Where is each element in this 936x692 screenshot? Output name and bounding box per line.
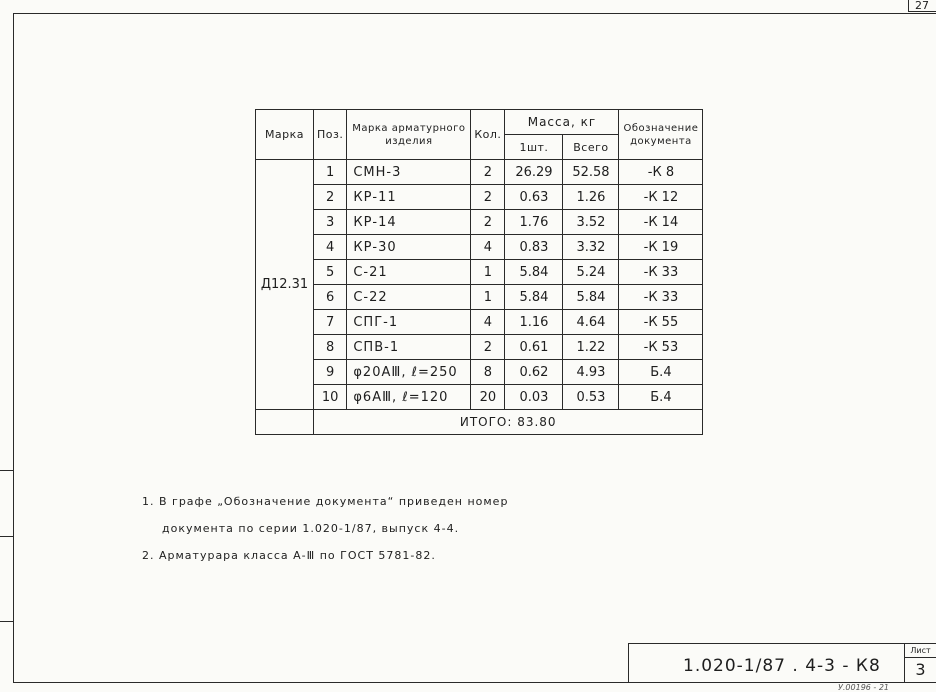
cell-pos: 6 <box>314 285 347 310</box>
table-row <box>256 335 703 360</box>
cell-doc: -К 12 <box>619 185 703 210</box>
cell-qty: 4 <box>471 235 505 260</box>
cell-qty: 8 <box>471 360 505 385</box>
note-1: 1. В графе „Обозначение документа“ приведен номер <box>142 495 509 508</box>
total-blank-cell <box>256 410 314 435</box>
cell-name: С-22 <box>347 285 471 310</box>
table-row <box>256 210 703 235</box>
note-2: 2. Арматурара класса А-Ⅲ по ГОСТ 5781-82. <box>142 549 436 562</box>
cell-doc: -К 19 <box>619 235 703 260</box>
cell-unit-mass: 26.29 <box>505 160 563 185</box>
cell-qty: 1 <box>471 285 505 310</box>
cell-unit-mass: 0.63 <box>505 185 563 210</box>
cell-doc: Б.4 <box>619 360 703 385</box>
cell-name: φ6АⅢ, ℓ=120 <box>347 385 471 410</box>
cell-pos: 9 <box>314 360 347 385</box>
notes <box>142 488 508 569</box>
binding-mark <box>0 470 13 471</box>
cell-pos: 8 <box>314 335 347 360</box>
header-position: Поз. <box>314 110 347 160</box>
cell-unit-mass: 0.61 <box>505 335 563 360</box>
archive-number: У.00196 - 21 <box>838 683 890 692</box>
header-row <box>256 110 703 135</box>
cell-doc: -К 55 <box>619 310 703 335</box>
cell-unit-mass: 0.03 <box>505 385 563 410</box>
table-row <box>256 360 703 385</box>
cell-pos: 4 <box>314 235 347 260</box>
header-product-mark: Марка арматурного изделия <box>347 110 471 160</box>
table-row <box>256 235 703 260</box>
cell-pos: 10 <box>314 385 347 410</box>
cell-total-mass: 5.84 <box>563 285 619 310</box>
sheet-number: 3 <box>915 660 926 679</box>
cell-name: С-21 <box>347 260 471 285</box>
cell-unit-mass: 5.84 <box>505 285 563 310</box>
cell-total-mass: 0.53 <box>563 385 619 410</box>
table-row <box>256 310 703 335</box>
table-row <box>256 260 703 285</box>
cell-total-mass: 3.52 <box>563 210 619 235</box>
cell-unit-mass: 0.83 <box>505 235 563 260</box>
total-label: ИТОГО: 83.80 <box>314 410 703 435</box>
header-document: Обозначение документа <box>619 110 703 160</box>
cell-doc: -К 33 <box>619 260 703 285</box>
cell-unit-mass: 1.76 <box>505 210 563 235</box>
binding-mark <box>0 621 13 622</box>
cell-total-mass: 4.93 <box>563 360 619 385</box>
cell-name: КР-30 <box>347 235 471 260</box>
cell-total-mass: 52.58 <box>563 160 619 185</box>
corner-number: 27 <box>908 0 936 12</box>
header-mass-total: Всего <box>563 135 619 160</box>
cell-qty: 2 <box>471 160 505 185</box>
header-mass: Масса, кг <box>505 110 619 135</box>
specification-table <box>255 109 703 435</box>
cell-total-mass: 1.22 <box>563 335 619 360</box>
cell-unit-mass: 1.16 <box>505 310 563 335</box>
total-row <box>256 410 703 435</box>
cell-pos: 5 <box>314 260 347 285</box>
cell-qty: 2 <box>471 210 505 235</box>
cell-qty: 2 <box>471 185 505 210</box>
header-mark: Марка <box>256 110 314 160</box>
cell-doc: -К 33 <box>619 285 703 310</box>
cell-unit-mass: 5.84 <box>505 260 563 285</box>
header-quantity: Кол. <box>471 110 505 160</box>
cell-doc: -К 53 <box>619 335 703 360</box>
cell-total-mass: 5.24 <box>563 260 619 285</box>
cell-pos: 1 <box>314 160 347 185</box>
frame-left-line <box>13 13 14 683</box>
cell-name: φ20АⅢ, ℓ=250 <box>347 360 471 385</box>
cell-doc: Б.4 <box>619 385 703 410</box>
cell-name: СМН-3 <box>347 160 471 185</box>
cell-total-mass: 1.26 <box>563 185 619 210</box>
binding-mark <box>0 536 13 537</box>
group-mark: Д12.31 <box>256 160 314 410</box>
cell-name: СПГ-1 <box>347 310 471 335</box>
cell-name: СПВ-1 <box>347 335 471 360</box>
note-1-continued: документа по серии 1.020-1/87, выпуск 4-4. <box>162 522 460 535</box>
cell-total-mass: 3.32 <box>563 235 619 260</box>
table-row <box>256 385 703 410</box>
cell-qty: 2 <box>471 335 505 360</box>
table-row <box>256 185 703 210</box>
sheet-box <box>904 643 936 682</box>
cell-doc: -К 8 <box>619 160 703 185</box>
cell-total-mass: 4.64 <box>563 310 619 335</box>
cell-qty: 20 <box>471 385 505 410</box>
cell-pos: 7 <box>314 310 347 335</box>
table-row <box>256 160 703 185</box>
cell-pos: 2 <box>314 185 347 210</box>
cell-pos: 3 <box>314 210 347 235</box>
frame-bottom-line <box>13 682 936 683</box>
cell-qty: 1 <box>471 260 505 285</box>
frame-top-line <box>14 13 936 14</box>
cell-unit-mass: 0.62 <box>505 360 563 385</box>
title-block-code: 1.020-1/87 . 4-3 - К8 <box>628 643 905 682</box>
cell-doc: -К 14 <box>619 210 703 235</box>
cell-name: КР-14 <box>347 210 471 235</box>
table-row <box>256 285 703 310</box>
sheet-label: Лист <box>905 644 936 658</box>
header-mass-unit: 1шт. <box>505 135 563 160</box>
cell-qty: 4 <box>471 310 505 335</box>
cell-name: КР-11 <box>347 185 471 210</box>
